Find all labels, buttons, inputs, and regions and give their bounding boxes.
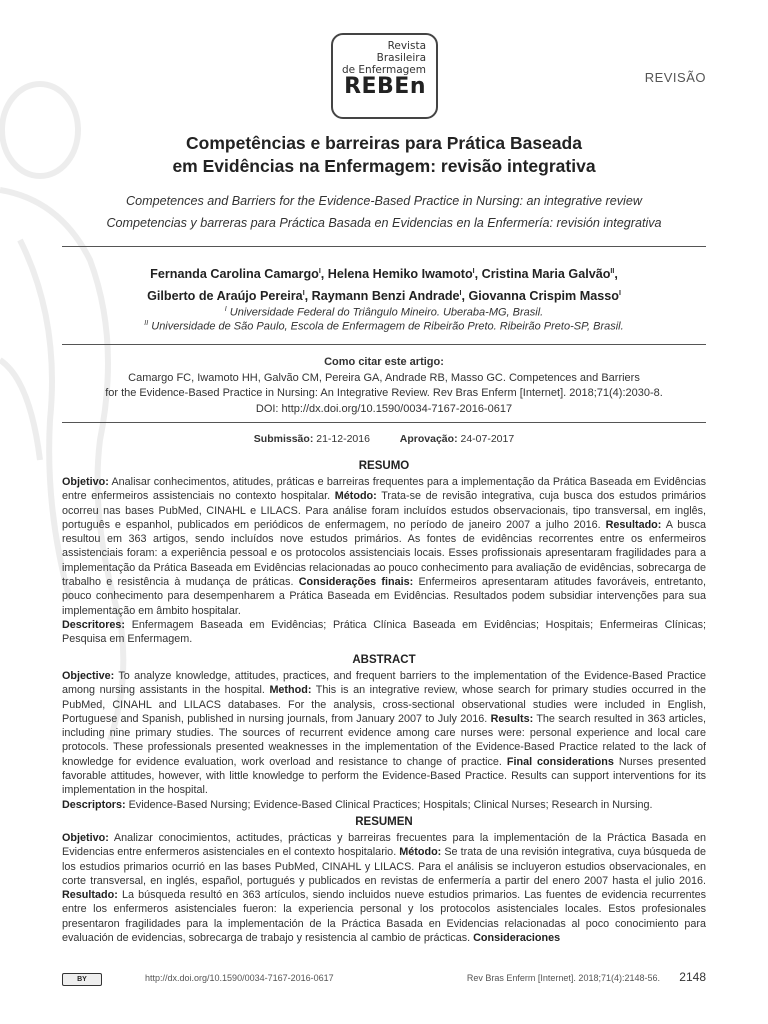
journal-logo	[331, 33, 438, 119]
affiliation-mark: II	[144, 320, 149, 327]
abstract-heading: ABSTRACT	[352, 654, 416, 666]
resumen-heading: RESUMEN	[355, 816, 413, 828]
affiliation-text: Universidade Federal do Triângulo Mineiro. Uberaba-MG, Brasil.	[229, 306, 544, 319]
affiliation-mark: I	[224, 306, 227, 313]
label: Descriptors:	[62, 798, 126, 811]
logo-line-3: de Enfermagem	[341, 64, 426, 76]
label: Results:	[490, 712, 534, 725]
author-affiliation-mark: II	[610, 268, 615, 275]
author[interactable]: Giovanna Crispim Masso	[468, 289, 619, 304]
citation-block	[62, 355, 706, 417]
license-label: BY	[77, 976, 87, 983]
citation-line: for the Evidence-Based Practice in Nursing: An Integrative Review. Rev Bras Enferm [Internet]. 2018;71(4):2030-8.	[105, 387, 663, 399]
label: Resultado:	[62, 889, 118, 902]
divider	[62, 422, 706, 423]
label: Método:	[334, 490, 377, 503]
author-line-2: Gilberto de Araújo Pereira$^I$, Raymann Benzi Andrade$^I$, Giovanna Crispim Masso$^I$	[147, 289, 621, 304]
logo-acronym: REBEn	[344, 74, 426, 99]
submission-dates	[0, 433, 768, 445]
text: La búsqueda resultó en 363 artículos, siendo incluidos nueve estudios primarios. Las fuentes de evidencia recurrentes entre los enfermeros asistenciales fueron: la experiencia personal y los protocolos asistenciales locales. Estos profesionales presentaron fragilidades para la implementación de la Práctica Basada en Evidencias relacionadas al poco conocimiento para evaluación de evidencias, sobrecarga de trabajo y resistencia al cambio de prácticas.	[62, 889, 706, 945]
title-line-2: em Evidências na Enfermagem: revisão integrativa	[172, 156, 596, 176]
citation-doi-link[interactable]: DOI: http://dx.doi.org/10.1590/0034-7167-2016-0617	[255, 402, 513, 415]
citation-heading: Como citar este artigo:	[324, 356, 444, 368]
creative-commons-icon[interactable]	[62, 973, 102, 986]
author-affiliation-mark: I	[618, 290, 621, 298]
label: Objetivo:	[62, 476, 109, 488]
text: Enfermeiros apresentaram atitudes favoráveis, entretanto, pouco conhecimento para desempenharem a Prática Baseada em Evidências. Resultados podem subsidiar intervenções para sua implementação em âmbito hospitalar.	[62, 576, 706, 617]
abstract-body	[62, 669, 706, 812]
author[interactable]: Fernanda Carolina Camargo	[150, 267, 319, 282]
divider	[62, 246, 706, 247]
resumen-paragraph	[62, 831, 706, 945]
text: Nurses presented favorable attitudes, however, with little knowledge to perform the Evidence-Based Practice. Results can support interventions for its implementation in the hospital.	[62, 755, 706, 797]
page-number: 2148	[679, 970, 706, 984]
label: Objetivo:	[62, 832, 109, 844]
resumo-heading: RESUMO	[358, 460, 410, 472]
text: Trata-se de revisão integrativa, cuja busca dos estudos primários ocorreu nas bases PubMed, CINAHL e LILACS. Para análise foram incluídos estudos observacionais, tipo transversal, em inglês, português e espanhol, publicados em periódicos de enfermagem, no período de janeiro 2007 a julho 2016.	[62, 490, 706, 531]
text: A busca resultou em 363 artigos, sendo incluídos nove estudos primários. As fontes de evidências recorrentes entre os enfermeiros assistenciais foram: a experiência pessoal e os protocolos assistenciais locais. Esses profissionais apresentaram fragilidades para a implementação da Prática Baseada em Evidências relacionadas ao pouco conhecimento para avaliação de evidências, sobrecarga de trabalho e resistência à mudança de práticas.	[62, 518, 707, 589]
author-list	[0, 262, 768, 306]
text: Analizar conocimientos, actitudes, prácticas y barreiras frecuentes para la implementación de la Práctica Basada en Evidencias entre enfermeros asistenciales en el contexto hospitalario.	[62, 832, 706, 859]
label: Method:	[269, 684, 312, 697]
logo-line-2: Brasileira	[376, 52, 426, 64]
divider	[62, 344, 706, 345]
author-affiliation-mark: I	[318, 268, 321, 275]
citation-line: Camargo FC, Iwamoto HH, Galvão CM, Pereira GA, Andrade RB, Masso GC. Competences and Barriers	[128, 371, 640, 384]
footer-doi-link[interactable]: http://dx.doi.org/10.1590/0034-7167-2016-0617	[145, 973, 334, 983]
affiliation-2	[0, 320, 768, 333]
affiliation-text: Universidade de São Paulo, Escola de Enfermagem de Ribeirão Preto. Ribeirão Preto-SP, Brasil.	[151, 320, 624, 333]
approval-value: 24-07-2017	[460, 433, 515, 445]
label: Consideraciones	[473, 932, 561, 945]
label: Considerações finais:	[298, 576, 414, 589]
author[interactable]: Helena Hemiko Iwamoto	[327, 267, 473, 282]
abstract-descriptors	[62, 798, 706, 812]
approval-label: Aprovação:	[399, 433, 458, 445]
footer-journal: Rev Bras Enferm [Internet]. 2018;71(4):2148-56.	[466, 973, 660, 983]
author-affiliation-mark: I	[302, 290, 305, 298]
author-line-1: Fernanda Carolina Camargo$^I$, Helena Hemiko Iwamoto$^I$, Cristina Maria Galvão$^{II}$,	[150, 267, 618, 282]
label: Final considerations	[506, 755, 614, 768]
abstract-paragraph	[62, 669, 706, 798]
author[interactable]: Raymann Benzi Andrade	[311, 289, 460, 304]
title-line-1: Competências e barreiras para Prática Baseada	[186, 133, 582, 153]
resumo-descriptors	[62, 618, 706, 647]
resumo-body	[62, 475, 706, 647]
label: Objective:	[62, 670, 115, 682]
submission-value: 21-12-2016	[316, 433, 370, 445]
resumen-body	[62, 831, 706, 957]
label: Resultado:	[605, 518, 662, 531]
text: Enfermagem Baseada em Evidências; Prática Clínica Baseada em Evidências; Hospitais; Enfermeiras Clínicas; Pesquisa em Enfermagem.	[62, 618, 707, 646]
affiliation-1	[0, 306, 768, 319]
text: Evidence-Based Nursing; Evidence-Based Clinical Practices; Hospitals; Clinical Nurses; Research in Nursing.	[128, 798, 653, 811]
author-affiliation-mark: I	[459, 290, 462, 298]
title-english: Competences and Barriers for the Evidence-Based Practice in Nursing: an integrative review	[126, 194, 642, 208]
label: Método:	[399, 846, 442, 859]
text: The search resulted in 363 articles, including nine primary studies. The sources of recurrent evidence among care nurses were: personal experience and local care protocols. These professionals presented weaknesses in the implementation of the Evidence-Based Practice related to the lack of knowledge for evidence evaluation, work overload and resistance to change of practice.	[62, 712, 706, 768]
title-portuguese	[0, 132, 768, 178]
author[interactable]: Cristina Maria Galvão	[481, 267, 611, 282]
author-affiliation-mark: I	[472, 268, 475, 275]
text: Analisar conhecimentos, atitudes, práticas e barreiras frequentes para a implementação da Prática Baseada em Evidências entre enfermeiros assistenciais no contexto hospitalar.	[62, 476, 707, 503]
submission-label: Submissão:	[253, 433, 314, 445]
author[interactable]: Gilberto de Araújo Pereira	[147, 289, 303, 304]
title-spanish: Competencias y barreras para Práctica Basada en Evidencias en la Enfermería: revisión integrativa	[106, 216, 662, 230]
text: Se trata de una revisión integrativa, cuya búsqueda de los estudios primarios ocurrió en las bases PubMed, CINAHL y LILACS. Para el análisis se incluyeron estudios observacionales, en corte transversal, en inglés, español, portugués y publicados en revistas de enfermería a partir del enero 2007 hasta el julio 2016.	[62, 846, 706, 887]
logo-line-1: Revista	[387, 40, 426, 52]
text: To analyze knowledge, attitudes, practices, and frequent barriers to the implementation of the Evidence-Based Practice among nursing assistants in the hospital.	[62, 670, 706, 697]
section-tag: REVISÃO	[644, 70, 706, 85]
page-footer	[62, 970, 706, 992]
label: Descritores:	[62, 618, 126, 631]
resumo-paragraph	[62, 475, 706, 618]
text: This is an integrative review, whose search for primary studies occurred in the PubMed, CINAHL and LILACS databases. For the analysis, cross-sectional observational studies were included in English, Portuguese and Spanish, published in nursing journals, from January 2007 to July 2016.	[62, 684, 706, 725]
